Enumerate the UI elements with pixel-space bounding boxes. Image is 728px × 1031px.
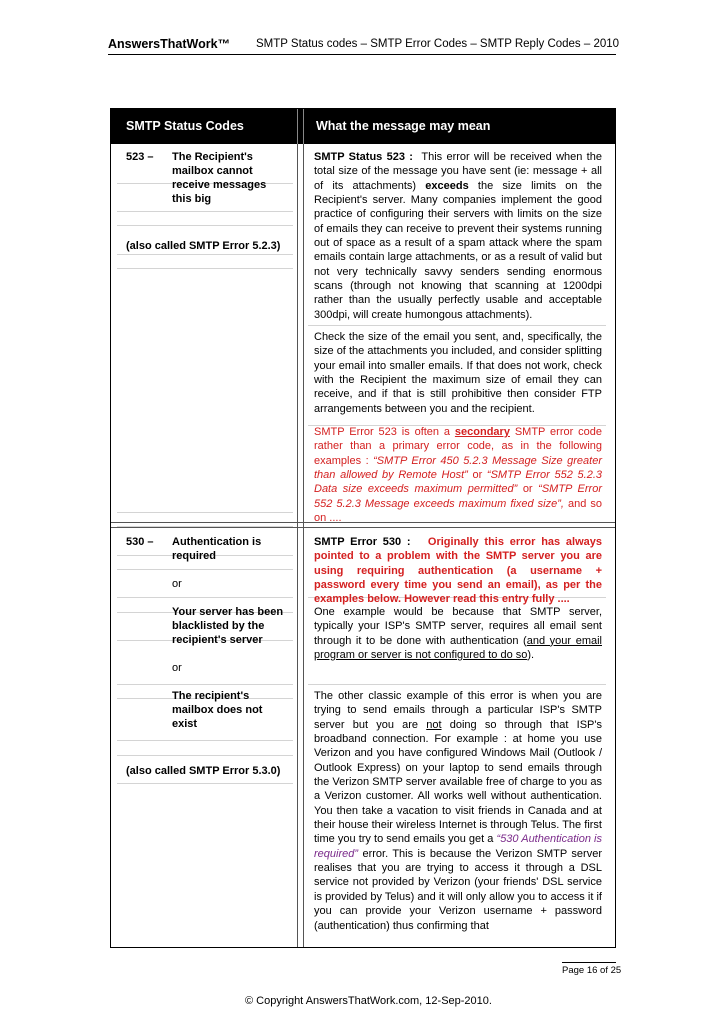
table-header bbox=[111, 109, 615, 144]
code-530-alternative-2: The recipient's mailbox does not exist bbox=[172, 690, 263, 730]
page-number-rule bbox=[562, 962, 616, 963]
column-header-meaning: What the message may mean bbox=[316, 119, 491, 133]
code-523-paragraph-1: SMTP Status 523 : This error will be received when the total size of the message you have sent (ie: message + all of its attachments) exceeds the size limits on the Recipient's server. Many companies implement the good practice of configuring their servers with limits on the size of emails they can receive to prevent their systems running out of space as a result of a spam attack where the spam emails contain large attachments, or as a result of valid but not very technically savvy senders sending enormous scans (through not knowing that scanning at 1200dpi rather than the usually perfectly usable and acceptable 300dpi, will create humongous attachments). bbox=[314, 151, 602, 321]
code-523: 523 – bbox=[126, 151, 154, 163]
code-530-paragraph-3: The other classic example of this error is when you are trying to send emails through a particular ISP's SMTP server but you are not doing so through that ISP's broadband connection. For example : at home you use Verizon and you have configured Windows Mail (Outlook / Outlook Express) on your laptop to send emails through the Verizon SMTP server available free of charge to you as a Verizon customer. All works well without authentication. You then take a vacation to visit friends in Canada and at their house their wireless Internet is through Telus. The first time you try to send emails you get a “530 Authentication is required” error. This is because the Verizon SMTP server realises that you are trying to access it through a DSL service not provided by Verizon (your friends' DSL service is provided by Telus) and it will only allow you to access it if you can provide your Verizon username + password (authentication) thus confirming that bbox=[314, 690, 602, 932]
code-523-alias: (also called SMTP Error 5.2.3) bbox=[126, 240, 281, 252]
header-title: SMTP Status codes – SMTP Error Codes – SMTP Reply Codes – 2010 bbox=[256, 38, 620, 50]
copyright: © Copyright AnswersThatWork.com, 12-Sep-2010. bbox=[245, 995, 492, 1007]
code-530-or-2: or bbox=[172, 662, 182, 674]
code-523-paragraph-3: SMTP Error 523 is often a secondary SMTP error code rather than a primary error code, as in the following examples : “SMTP Error 450 5.2.3 Message Size greater than allowed by Remote Host” or “SMTP Error 552 5.2.3 Data size exceeds maximum permitted” or “SMTP Error 552 5.2.3 Message exceeds maximum fixed size”, and so on .... bbox=[314, 426, 603, 525]
code-530-paragraph-2: One example would be because that SMTP server, typically your ISP's SMTP server, requires all email sent through it to be done with authentication (and your email program or server is not configured to do so). bbox=[314, 606, 602, 662]
column-divider bbox=[297, 144, 304, 947]
code-530-description: Authentication is required bbox=[172, 536, 262, 562]
header-brand: AnswersThatWork™ bbox=[108, 37, 231, 51]
code-530-alias: (also called SMTP Error 5.3.0) bbox=[126, 765, 281, 777]
smtp-codes-table bbox=[110, 108, 616, 948]
column-separator bbox=[297, 109, 304, 144]
column-header-codes: SMTP Status Codes bbox=[126, 119, 244, 133]
header-rule bbox=[108, 54, 616, 55]
code-523-paragraph-2: Check the size of the email you sent, and, specifically, the size of the attachments you included, and consider splitting your email into smaller emails. If that does not work, check with the Recipient the maximum size of email they can receive, and if that is still prohibitive then consider FTP arrangements between you and the recipient. bbox=[314, 331, 602, 415]
code-530: 530 – bbox=[126, 536, 154, 548]
row-separator bbox=[111, 522, 615, 528]
code-530-paragraph-1: SMTP Error 530 : Originally this error has always pointed to a problem with the SMTP server you are using requiring authentication (a username + password every time you send an email), as per the examples below. However read this entry fully .... bbox=[314, 536, 602, 606]
code-523-description: The Recipient's mailbox cannot receive messages this big bbox=[172, 151, 267, 205]
page-number: Page 16 of 25 bbox=[562, 965, 622, 976]
code-530-or-1: or bbox=[172, 578, 182, 590]
code-530-alternative-1: Your server has been blacklisted by the recipient's server bbox=[172, 606, 284, 646]
